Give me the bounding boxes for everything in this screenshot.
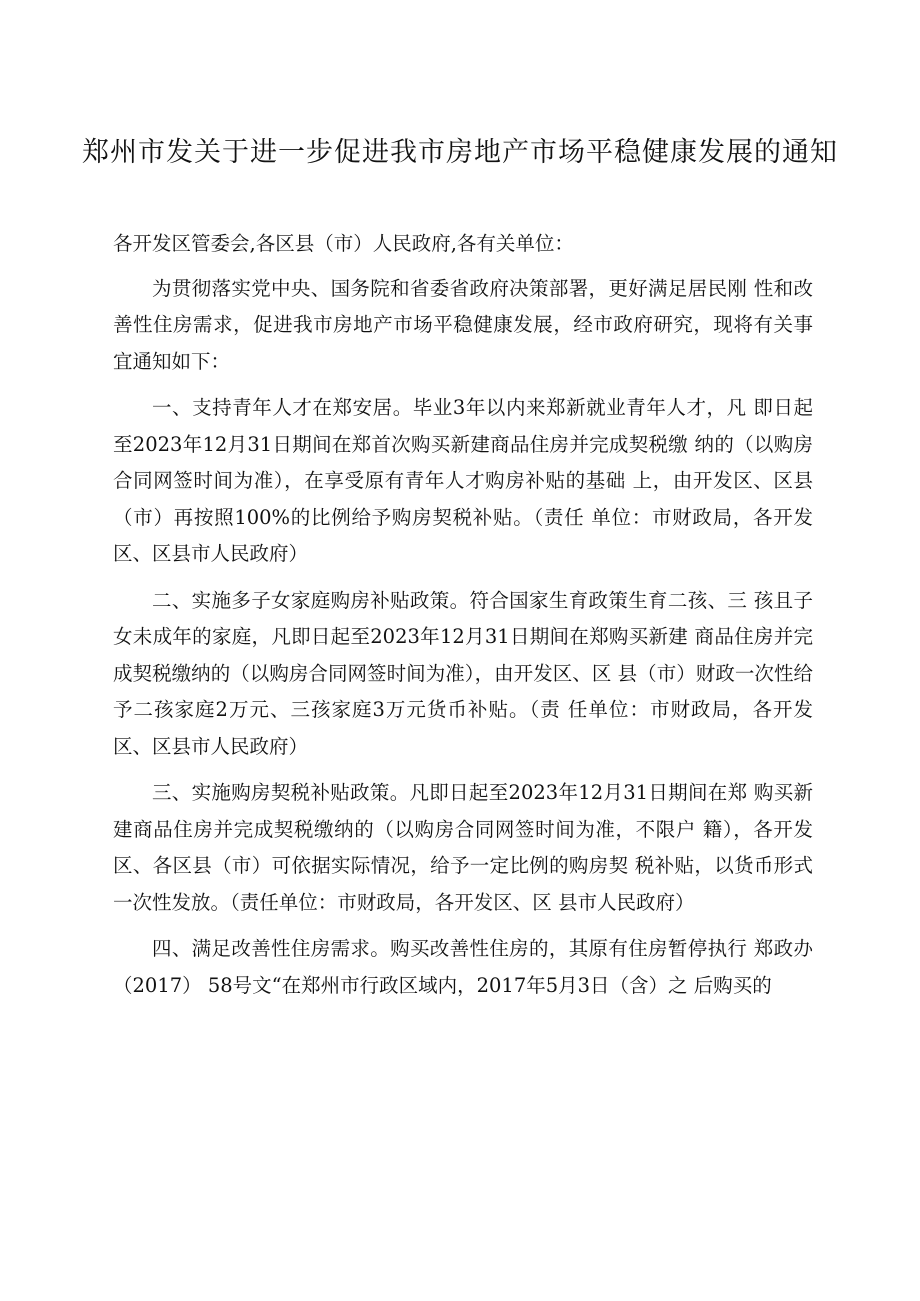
paragraph-intro: 为贯彻落实党中央、国务院和省委省政府决策部署，更好满足居民刚 性和改善性住房需求，促进我市房地产市场平稳健康发展，经市政府研究，现将有关事宜通知如下：: [113, 276, 813, 373]
salutation: 各开发区管委会,各区县（市）人民政府,各有关单位：: [113, 232, 574, 255]
paragraph-3: 三、实施购房契税补贴政策。凡即日起至2023年12月31日期间在郑 购买新建商品住房并完成契税缴纳的（以购房合同网签时间为准，不限户 籍），各开发区、各区县（市）可依据实际情况，给予一定比例的购房契 税补贴，以货币形式一次性发放。（责任单位：市财政局，各开发区、区 县市人民政府）: [113, 781, 813, 914]
paragraph-1: 一、支持青年人才在郑安居。毕业3年以内来郑新就业青年人才，凡 即日起至2023年12月31日期间在郑首次购买新建商品住房并完成契税缴 纳的（以购房合同网签时间为准），在享受原有青年人才购房补贴的基础 上，由开发区、区县（市）再按照100%的比例给予购房契税补贴。（责任 单位：市财政局，各开发区、区县市人民政府）: [113, 396, 813, 565]
page-title: 郑州市发关于进一步促进我市房地产市场平稳健康发展的通知: [82, 137, 838, 168]
document-body: [113, 226, 813, 1014]
paragraph-2: 二、实施多子女家庭购房补贴政策。符合国家生育政策生育二孩、三 孩且子女未成年的家庭，凡即日起至2023年12月31日期间在郑购买新建 商品住房并完成契税缴纳的（以购房合同网签时间为准），由开发区、区 县（市）财政一次性给予二孩家庭2万元、三孩家庭3万元货币补贴。（责 任单位：市财政局，各开发区、区县市人民政府）: [113, 588, 813, 758]
paragraph-4: 四、满足改善性住房需求。购买改善性住房的，其原有住房暂停执行 郑政办（2017） 58号文“在郑州市行政区域内，2017年5月3日（含）之 后购买的: [113, 937, 813, 997]
